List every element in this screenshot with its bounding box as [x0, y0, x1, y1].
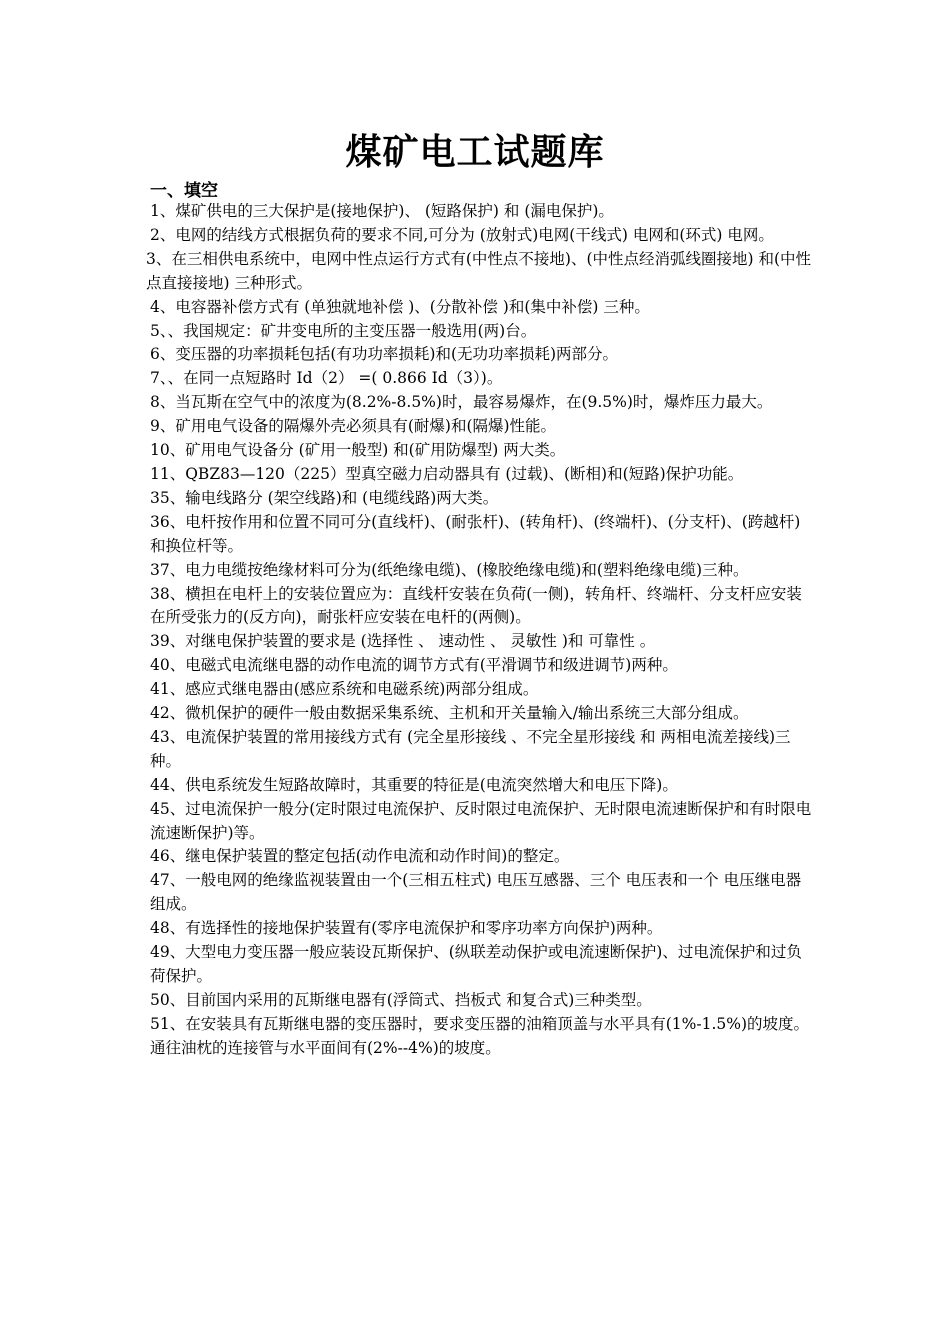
question-item: 40、电磁式电流继电器的动作电流的调节方式有(平滑调节和级进调节)两种。: [150, 656, 678, 675]
question-item: 43、电流保护装置的常用接线方式有 (完全星形接线 、不完全星形接线 和 两相电流差接线)三种。: [150, 727, 791, 770]
question-item: 1、煤矿供电的三大保护是(接地保护)、 (短路保护) 和 (漏电保护)。: [150, 202, 614, 220]
question-item: 35、输电线路分 (架空线路)和 (电缆线路)两大类。: [150, 488, 499, 507]
question-item: 10、矿用电气设备分 (矿用一般型) 和(矿用防爆型) 两大类。: [150, 441, 566, 460]
question-item: 38、横担在电杆上的安装位置应为：直线杆安装在负荷(一侧)，转角杆、终端杆、分支杆应安装在所受张力的(反方向)，耐张杆应安装在电杆的(两侧)。: [150, 584, 802, 627]
question-item: 49、大型电力变压器一般应装设瓦斯保护、(纵联差动保护或电流速断保护)、过电流保护和过负荷保护。: [150, 943, 802, 985]
question-item: 11、QBZ83—120（225）型真空磁力启动器具有 (过载)、(断相)和(短路)保护功能。: [150, 464, 744, 483]
question-item: 7、、在同一点短路时 Id（2） =( 0.866 Id（3）)。: [150, 369, 503, 388]
question-item: 8、当瓦斯在空气中的浓度为(8.2%-8.5%)时，最容易爆炸，在(9.5%)时，爆炸压力最大。: [150, 393, 773, 412]
question-list: [146, 200, 812, 1061]
question-item: 36、电杆按作用和位置不同可分(直线杆)、(耐张杆)、(转角杆)、(终端杆)、(分支杆)、(跨越杆)和换位杆等。: [150, 512, 801, 555]
question-item: 50、目前国内采用的瓦斯继电器有(浮筒式、挡板式 和复合式)三种类型。: [150, 990, 652, 1009]
section-heading: 一、填空: [150, 181, 218, 201]
question-item: 44、供电系统发生短路故障时，其重要的特征是(电流突然增大和电压下降)。: [150, 775, 678, 794]
question-item: 9、矿用电气设备的隔爆外壳必须具有(耐爆)和(隔爆)性能。: [150, 417, 557, 436]
question-item: 45、过电流保护一般分(定时限过电流保护、反时限过电流保护、无时限电流速断保护和有时限电流速断保护)等。: [150, 799, 812, 842]
question-item: 39、对继电保护装置的要求是 (选择性 、 速动性 、 灵敏性 )和 可靠性 。: [150, 632, 656, 651]
question-item: 2、电网的结线方式根据负荷的要求不同,可分为 (放射式)电网(干线式) 电网和(环式) 电网。: [150, 225, 774, 244]
question-item: 37、电力电缆按绝缘材料可分为(纸绝缘电缆)、(橡胶绝缘电缆)和(塑料绝缘电缆)三种。: [150, 560, 749, 579]
question-item: 48、有选择性的接地保护装置有(零序电流保护和零序功率方向保护)两种。: [150, 919, 663, 938]
question-item: 51、在安装具有瓦斯继电器的变压器时，要求变压器的油箱顶盖与水平具有(1%-1.5%)的坡度。通往油枕的连接管与水平面间有(2%--4%)的坡度。: [150, 1014, 810, 1057]
question-item: 41、感应式继电器由(感应系统和电磁系统)两部分组成。: [150, 680, 539, 699]
question-item: 4、电容器补偿方式有 (单独就地补偿 )、(分散补偿 )和(集中补偿) 三种。: [150, 297, 650, 316]
question-item: 47、一般电网的绝缘监视装置由一个(三相五柱式) 电压互感器、三个 电压表和一个 电压继电器 组成。: [150, 871, 802, 914]
page-title: 煤矿电工试题库: [345, 132, 605, 173]
question-item: 3、在三相供电系统中，电网中性点运行方式有(中性点不接地)、(中性点经消弧线圈接地) 和(中性点直接接地) 三种形式。: [146, 249, 812, 292]
question-item: 42、微机保护的硬件一般由数据采集系统、主机和开关量输入/输出系统三大部分组成。: [150, 704, 749, 723]
question-item: 46、继电保护装置的整定包括(动作电流和动作时间)的整定。: [150, 847, 570, 866]
question-item: 5、、我国规定：矿井变电所的主变压器一般选用(两)台。: [150, 321, 537, 340]
question-item: 6、变压器的功率损耗包括(有功功率损耗)和(无功功率损耗)两部分。: [150, 345, 619, 364]
